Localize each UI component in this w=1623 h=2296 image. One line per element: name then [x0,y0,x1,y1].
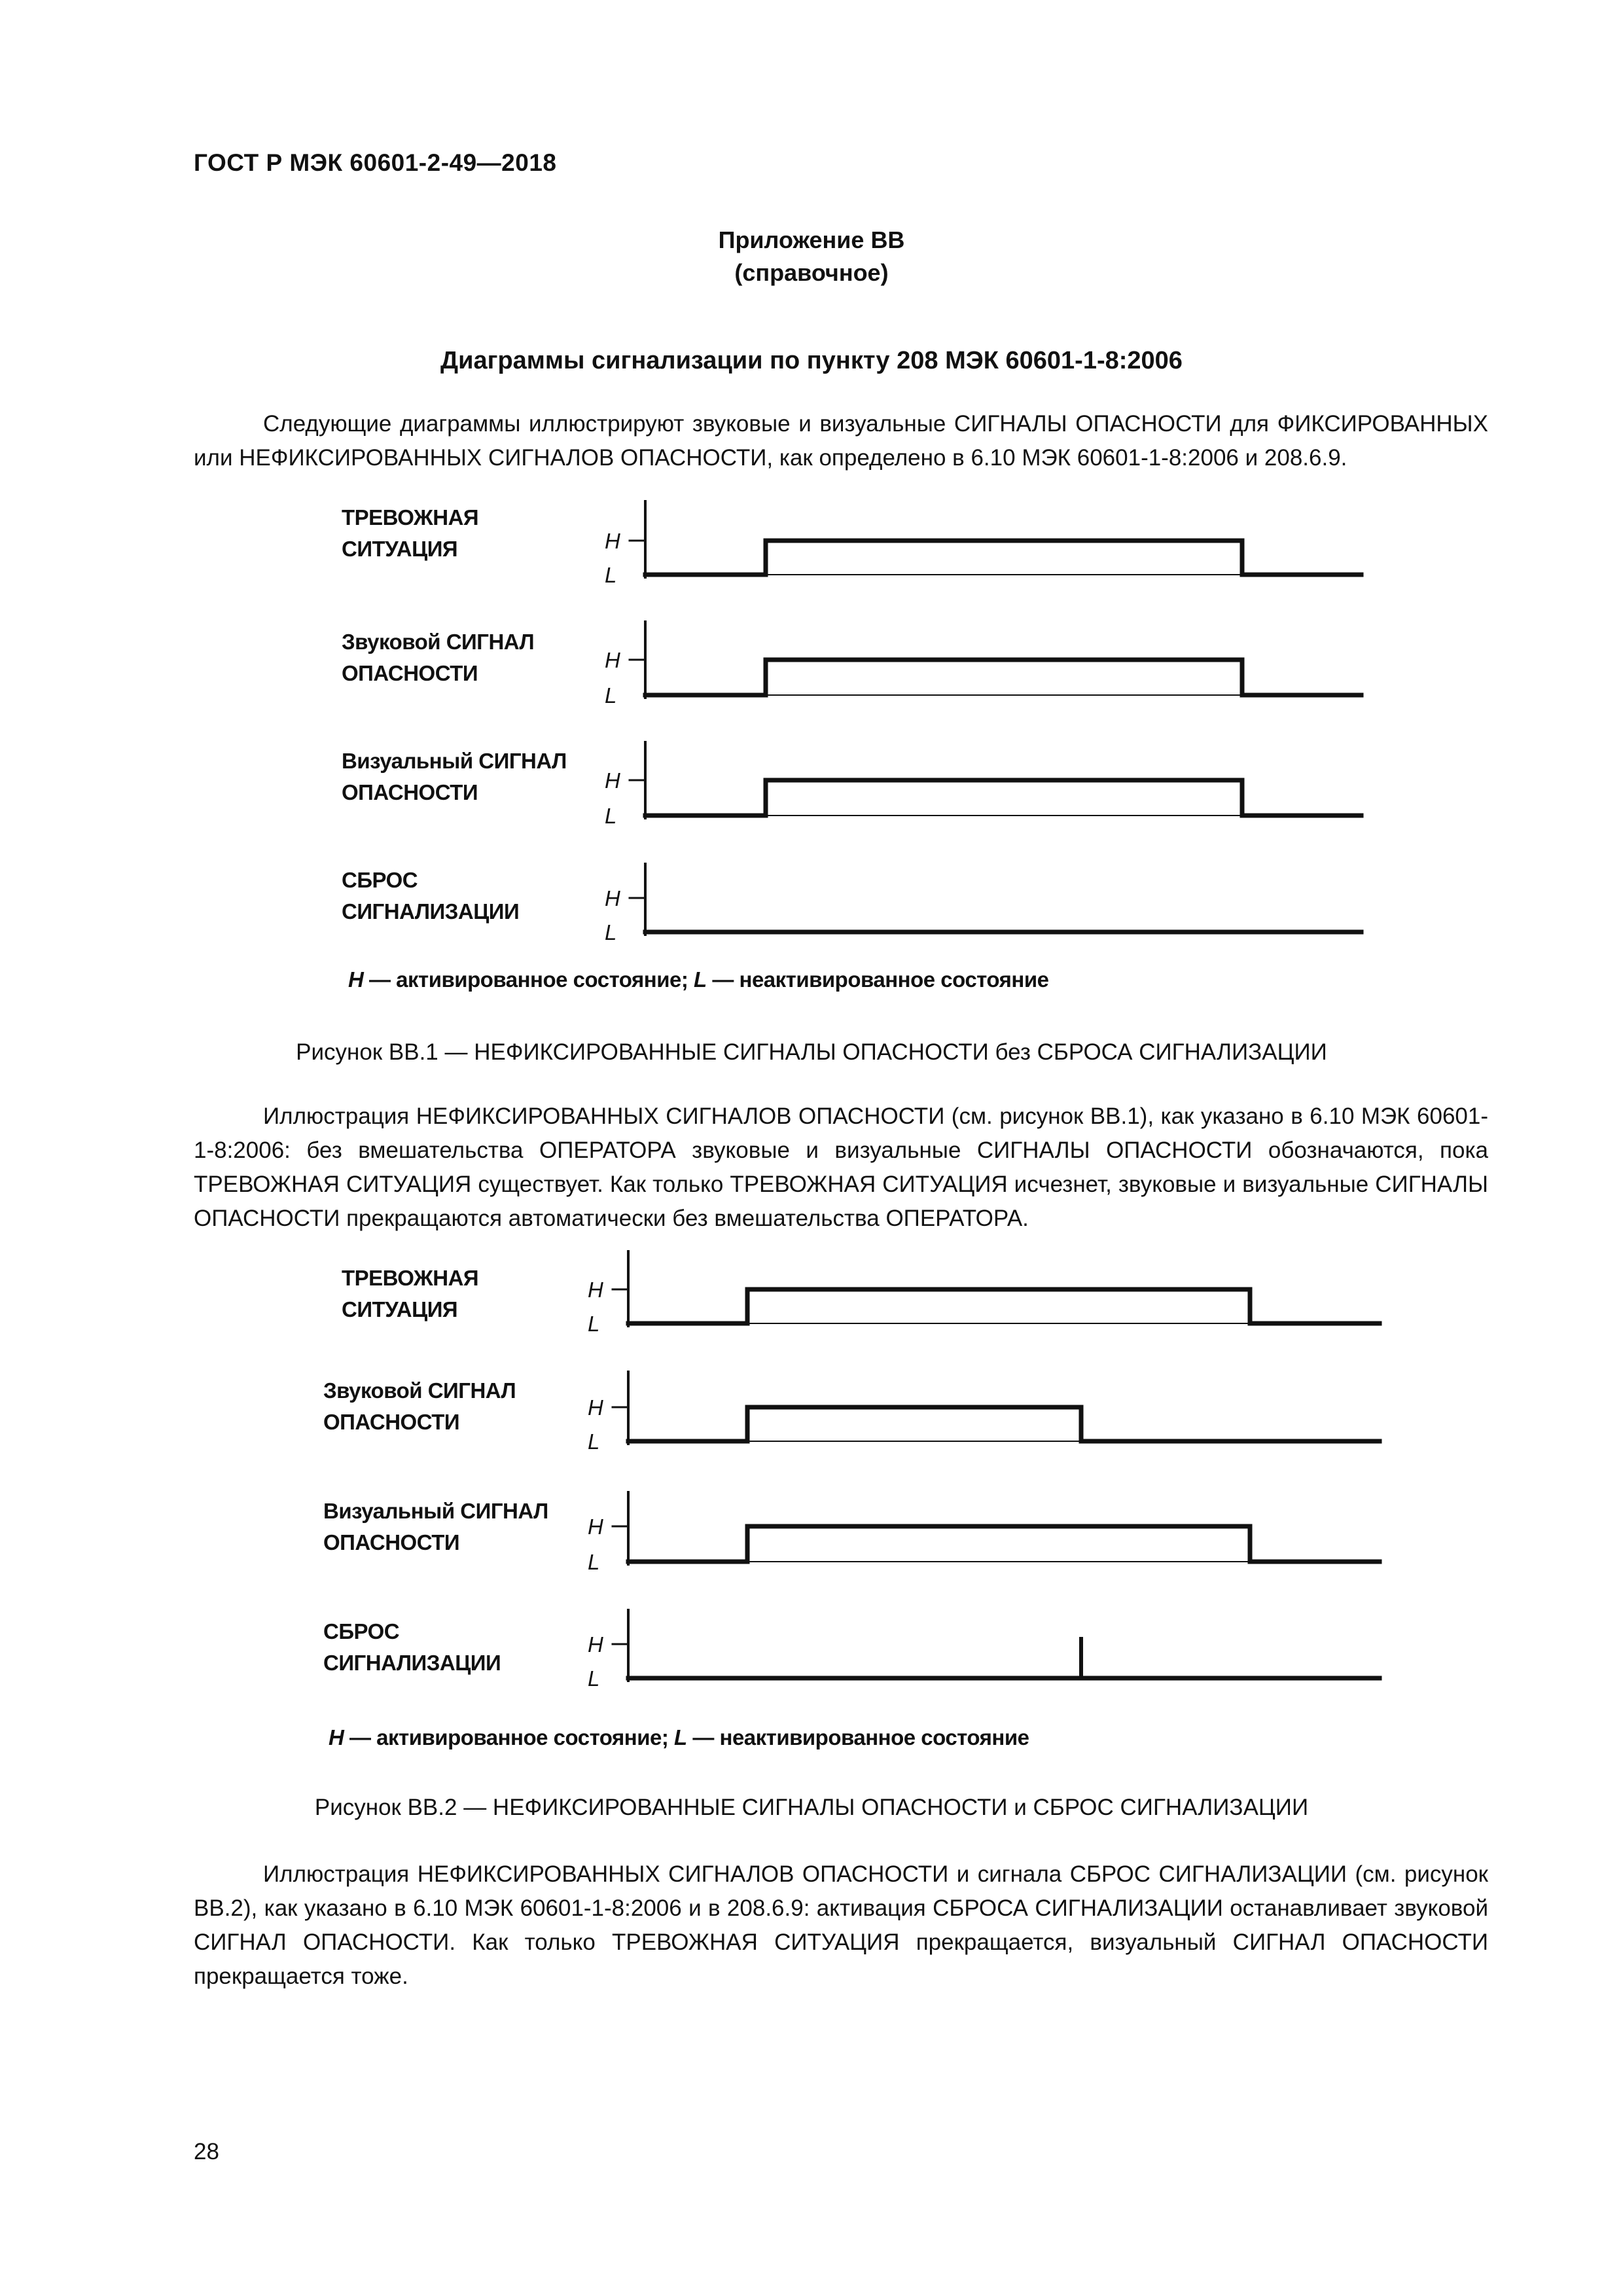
fig1-signal-4-low: L [605,920,617,944]
fig2-legend-h-text: — активированное состояние; [344,1725,674,1749]
fig1-signal-2-low: L [605,683,617,708]
fig1-signal-3-high: H [605,768,620,793]
fig2-signal-4-high: H [588,1632,603,1657]
fig2-signal-3-label-line2: ОПАСНОСТИ [323,1530,460,1554]
visual-signal-waveform [645,780,1361,816]
fig1-legend [348,967,1049,992]
fig1-signal-2-label-line2: ОПАСНОСТИ [342,661,478,685]
fig1-signal-1-low: L [605,563,617,587]
fig2-signal-4-label-line2: СИГНАЛИЗАЦИИ [323,1651,501,1675]
intro-paragraph: Следующие диаграммы иллюстрируют звуковые и визуальные СИГНАЛЫ ОПАСНОСТИ для ФИКСИРОВАННЫХ или НЕФИКСИРОВАННЫХ СИГНАЛОВ ОПАСНОСТИ, как определено в 6.10 МЭК 60601-1-8:2006 и 208.6.9. [194,411,1488,471]
fig1-signal-2-high: H [605,648,620,672]
fig2-signal-2-high: H [588,1395,603,1420]
fig1-legend-h: H [348,967,364,992]
standard-header: ГОСТ Р МЭК 60601-2-49—2018 [194,149,557,176]
paragraph-2: Иллюстрация НЕФИКСИРОВАННЫХ СИГНАЛОВ ОПАСНОСТИ и сигнала СБРОС СИГНАЛИЗАЦИИ (см. рисунок BB.2), как указано в 6.10 МЭК 60601-1-8:2006 и в 208.6.9: активация СБРОСА СИГНАЛИЗАЦИИ останавливает звуковой СИГНАЛ ОПАСНОСТИ. Как только ТРЕВОЖНАЯ СИТУАЦИЯ прекращается, визуальный СИГНАЛ ОПАСНОСТИ прекращается тоже. [194,1861,1488,1989]
fig2-signal-4-low: L [588,1666,600,1691]
fig1-signal-3-low: L [605,804,617,828]
visual-signal-waveform [628,1526,1380,1562]
section-title: Диаграммы сигнализации по пункту 208 МЭК 60601-1-8:2006 [440,347,1183,374]
fig2-signal-2-low: L [588,1429,600,1454]
fig2-legend [329,1725,1029,1749]
fig1-signal-4-label-line2: СИГНАЛИЗАЦИИ [342,899,520,924]
fig2-signal-3-low: L [588,1550,600,1574]
fig2-signal-4-label-line1: СБРОС [323,1619,400,1643]
fig2-legend-l-text: — неактивированное состояние [687,1725,1029,1749]
annex-subtitle: (справочное) [734,259,889,286]
fig2-signal-1-label-line2: СИТУАЦИЯ [342,1297,458,1321]
figure-2-caption: Рисунок BB.2 — НЕФИКСИРОВАННЫЕ СИГНАЛЫ ОПАСНОСТИ и СБРОС СИГНАЛИЗАЦИИ [314,1795,1309,1820]
fig1-signal-3-label-line2: ОПАСНОСТИ [342,780,478,804]
fig2-signal-2-label-line1: Звуковой СИГНАЛ [323,1378,516,1403]
fig1-legend-l: L [694,967,707,992]
fig2-legend-l: L [674,1725,687,1749]
page-number: 28 [194,2139,219,2164]
auditory-signal-waveform [645,660,1361,695]
fig1-signal-1-high: H [605,529,620,553]
fig2-signal-3-high: H [588,1515,603,1539]
alarm-condition-waveform [628,1289,1380,1323]
annex-title: Приложение BB [718,226,905,253]
fig2-signal-2-label-line2: ОПАСНОСТИ [323,1410,460,1434]
fig1-signal-2-label-line1: Звуковой СИГНАЛ [342,630,535,654]
figure-1-timing-diagram [0,497,1623,995]
fig1-legend-l-text: — неактивированное состояние [706,967,1049,992]
fig1-signal-1-label-line2: СИТУАЦИЯ [342,537,458,561]
figure-2-timing-diagram [0,1244,1623,1754]
fig2-legend-h: H [329,1725,344,1749]
fig1-signal-3-label-line1: Визуальный СИГНАЛ [342,749,567,773]
fig1-signal-1-label-line1: ТРЕВОЖНАЯ [342,505,479,529]
fig2-signal-1-low: L [588,1312,600,1336]
fig2-signal-3-label-line1: Визуальный СИГНАЛ [323,1499,548,1523]
paragraph-1: Иллюстрация НЕФИКСИРОВАННЫХ СИГНАЛОВ ОПАСНОСТИ (см. рисунок BB.1), как указано в 6.10 МЭК 60601-1-8:2006: без вмешательства ОПЕРАТОРА звуковые и визуальные СИГНАЛЫ ОПАСНОСТИ обозначаются, пока ТРЕВОЖНАЯ СИТУАЦИЯ существует. Как только ТРЕВОЖНАЯ СИТУАЦИЯ исчезнет, звуковые и визуальные СИГНАЛЫ ОПАСНОСТИ прекращаются автоматически без вмешательства ОПЕРАТОРА. [194,1103,1488,1231]
fig2-signal-1-high: H [588,1278,603,1302]
fig1-legend-h-text: — активированное состояние; [363,967,694,992]
fig1-signal-4-label-line1: СБРОС [342,868,418,892]
fig2-signal-1-label-line1: ТРЕВОЖНАЯ [342,1266,479,1290]
alarm-condition-waveform [645,541,1361,575]
auditory-signal-waveform [628,1407,1380,1441]
fig1-signal-4-high: H [605,886,620,910]
figure-1-caption: Рисунок BB.1 — НЕФИКСИРОВАННЫЕ СИГНАЛЫ ОПАСНОСТИ без СБРОСА СИГНАЛИЗАЦИИ [296,1039,1327,1065]
